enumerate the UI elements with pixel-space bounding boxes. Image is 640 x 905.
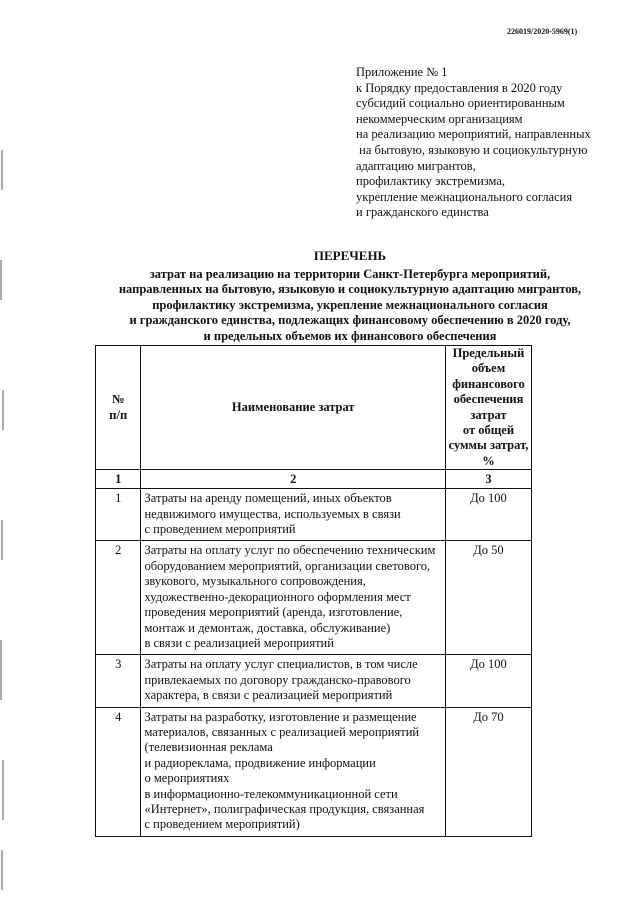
subtitle-line: направленных на бытовую, языковую и социокультурную адаптацию мигрантов,	[118, 282, 582, 297]
header-number	[96, 346, 141, 470]
header-value-line: финансового	[452, 376, 525, 391]
row-name-line: и радиореклама, продвижение информации	[144, 755, 376, 770]
row-name-line: оборудованием мероприятий, организации светового,	[144, 558, 431, 573]
row-name-line: о мероприятиях	[144, 771, 230, 786]
appendix-line: адаптацию мигрантов,	[356, 158, 476, 173]
row-name-line: характера, в связи с реализацией мероприятий	[144, 688, 393, 703]
row-name-line: художественно-декорационного оформления мест	[144, 589, 411, 604]
row-name	[141, 707, 445, 836]
scan-margin-marks	[0, 0, 8, 905]
appendix-line: на реализацию мероприятий, направленных	[356, 127, 591, 142]
appendix-line: субсидий социально ориентированным	[356, 96, 565, 111]
subtitle-line: и гражданского единства, подлежащих финансовому обеспечению в 2020 году,	[129, 313, 571, 328]
row-name	[141, 655, 445, 707]
row-name-line: Затраты на разработку, изготовление и размещение	[144, 709, 417, 724]
row-name-line: материалов, связанных с реализацией мероприятий	[144, 724, 420, 739]
row-name-line: Затраты на оплату услуг по обеспечению техническим	[144, 543, 436, 558]
table-row	[96, 541, 532, 655]
row-value: До 70	[445, 707, 531, 836]
row-name-line: Затраты на оплату услуг специалистов, в том числе	[144, 657, 418, 672]
header-value	[445, 346, 531, 470]
row-name-line: «Интернет», полиграфическая продукция, связанная	[144, 801, 425, 816]
header-number-line: №	[111, 392, 125, 407]
document-title-block	[100, 248, 600, 344]
appendix-line: профилактику экстремизма,	[356, 174, 506, 189]
table-row	[96, 707, 532, 836]
header-value-line: суммы затрат, %	[448, 438, 529, 468]
expenses-table	[95, 345, 532, 837]
row-value: До 50	[445, 541, 531, 655]
document-id: 226019/2020-5969(1)	[507, 27, 578, 36]
appendix-line: некоммерческим организациям	[356, 111, 523, 126]
row-number: 2	[96, 541, 141, 655]
row-name-line: привлекаемых по договору гражданско-правового	[144, 672, 411, 687]
row-name-line: (телевизионная реклама	[144, 740, 273, 755]
appendix-line: к Порядку предоставления в 2020 году	[356, 80, 563, 95]
subtitle-line: затрат на реализацию на территории Санкт-Петербурга мероприятий,	[149, 267, 551, 281]
column-number-row	[96, 470, 532, 489]
row-number: 3	[96, 655, 141, 707]
header-value-line: обеспечения затрат	[453, 392, 524, 422]
row-value: До 100	[445, 489, 531, 541]
row-name	[141, 541, 445, 655]
appendix-line: на бытовую, языковую и социокультурную	[356, 142, 588, 157]
table-header-row	[96, 346, 532, 470]
header-value-line: от общей	[462, 423, 515, 438]
row-name-line: звукового, музыкального сопровождения,	[144, 574, 366, 589]
appendix-line: и гражданского единства	[356, 205, 489, 220]
row-name-line: с проведением мероприятий)	[144, 817, 300, 832]
row-name-line: с проведением мероприятий	[144, 522, 296, 537]
column-number: 3	[445, 470, 531, 489]
subtitle-line: и предельных объемов их финансового обеспечения	[203, 328, 497, 343]
appendix-line: Приложение № 1	[356, 65, 448, 79]
table-row	[96, 655, 532, 707]
appendix-header	[356, 65, 616, 221]
header-name: Наименование затрат	[141, 346, 445, 470]
column-number: 2	[141, 470, 445, 489]
row-number: 4	[96, 707, 141, 836]
row-value: До 100	[445, 655, 531, 707]
document-title: ПЕРЕЧЕНЬ	[313, 248, 387, 263]
table-row	[96, 489, 532, 541]
appendix-line: укрепление межнационального согласия	[356, 189, 573, 204]
row-name-line: в информационно-телекоммуникационной сети	[144, 786, 398, 801]
header-value-line: Предельный объем	[452, 346, 525, 376]
row-name-line: монтаж и демонтаж, доставка, обслуживание)	[144, 620, 391, 635]
row-name	[141, 489, 445, 541]
document-subtitle	[100, 267, 600, 344]
row-name-line: в связи с реализацией мероприятий	[144, 635, 334, 650]
row-name-line: недвижимого имущества, используемых в связи	[144, 506, 401, 521]
row-name-line: Затраты на аренду помещений, иных объектов	[144, 491, 392, 506]
subtitle-line: профилактику экстремизма, укрепление межнационального согласия	[152, 297, 548, 312]
row-number: 1	[96, 489, 141, 541]
row-name-line: проведения мероприятий (аренда, изготовление,	[144, 605, 403, 620]
column-number: 1	[96, 470, 141, 489]
header-number-line: п/п	[109, 407, 128, 422]
